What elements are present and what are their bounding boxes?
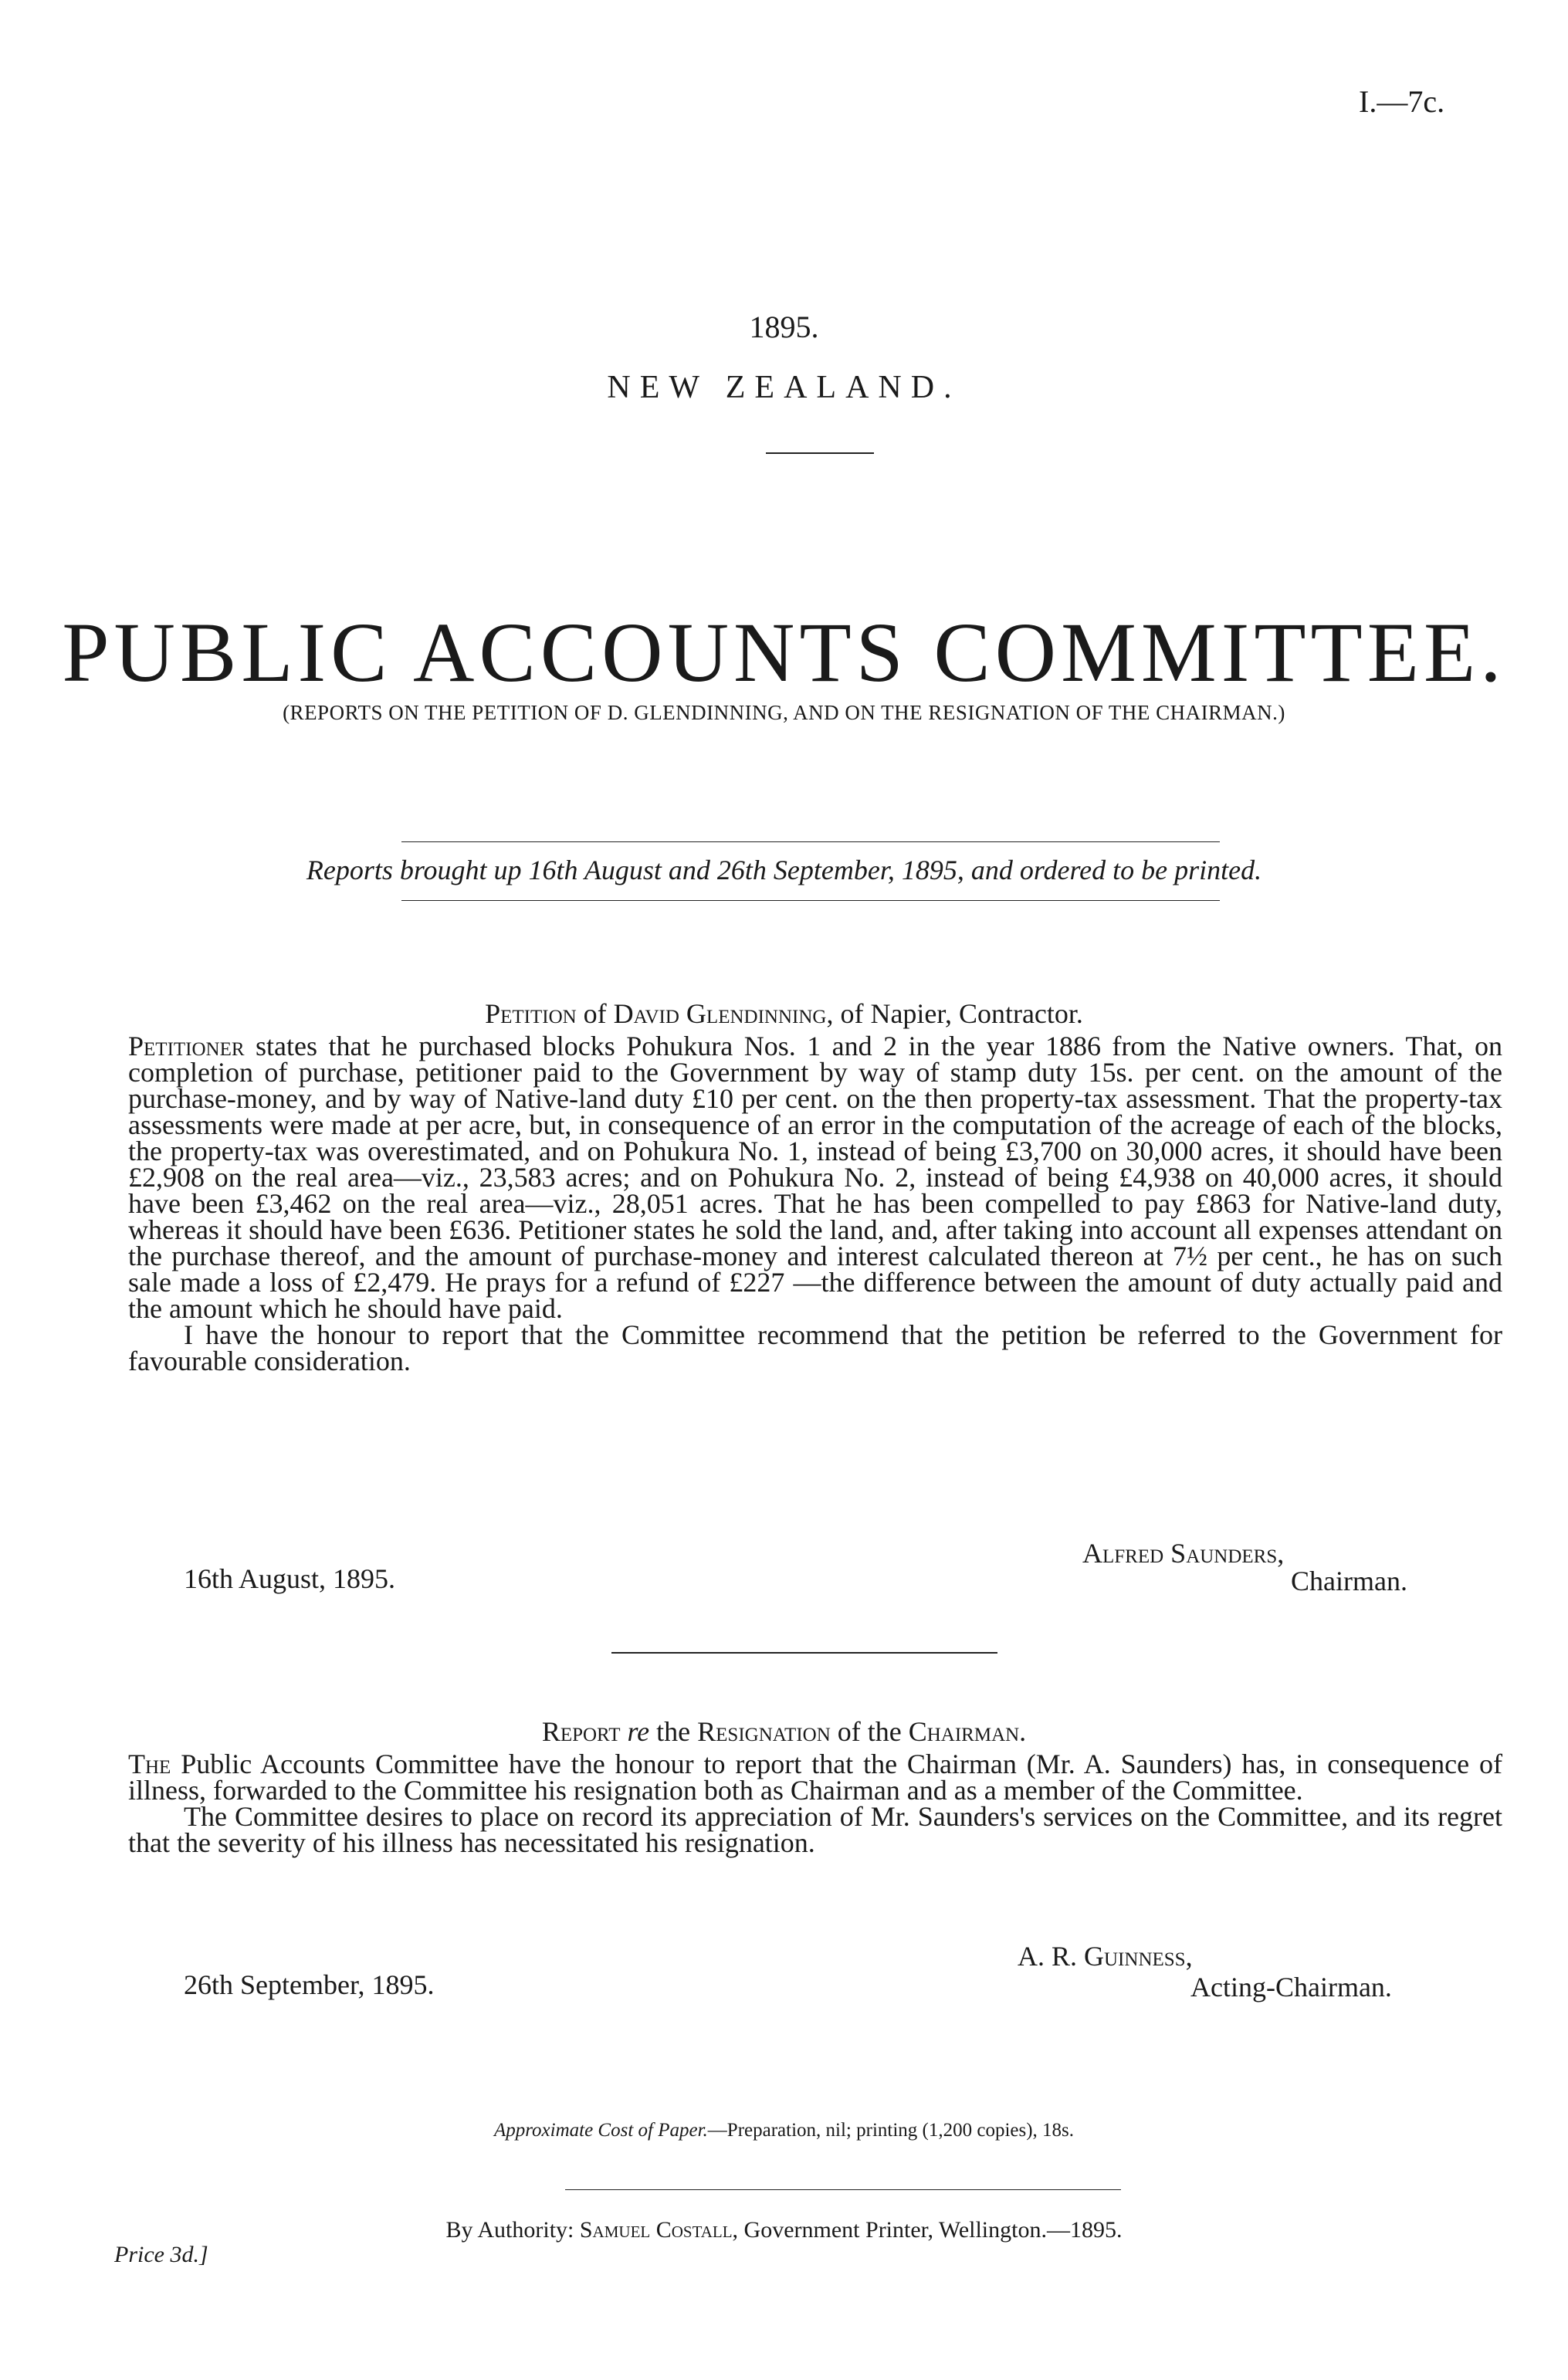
year: 1895. — [749, 310, 819, 344]
petition-heading-prefix: Petition — [485, 998, 577, 1029]
petition-report: I have the honour to report that the Committee recommend that the petition be referred to the Government for favourable consideration. — [128, 1319, 1502, 1376]
reports-line: Reports brought up 16th August and 26th September, 1895, and ordered to be printed. — [306, 855, 1262, 885]
petition-body — [128, 1033, 1502, 1322]
document-subtitle: (REPORTS ON THE PETITION OF D. GLENDINNING, AND ON THE RESIGNATION OF THE CHAIRMAN.) — [283, 701, 1285, 724]
petition-heading-rest: of Napier, Contractor. — [840, 998, 1083, 1029]
authority-line — [0, 2217, 1568, 2243]
resignation-heading-chairman: Chairman. — [908, 1716, 1027, 1747]
resignation-date: 26th September, 1895. — [184, 1969, 435, 2000]
resignation-signatory: A. R. Guinness, — [1018, 1941, 1193, 1972]
petition-heading-of: of — [583, 998, 607, 1029]
petition-lead-word: Petitioner — [128, 1031, 245, 1061]
country-heading: NEW ZEALAND. — [607, 370, 961, 405]
resignation-heading-report: Report — [541, 1716, 621, 1747]
resignation-text — [128, 1751, 1502, 1856]
petition-body-text: states that he purchased blocks Pohukura Nos. 1 and 2 in the year 1886 from the Native owners. That, on completion of purchase, petitioner paid to the Government by way of stamp duty 15s. per cent. on the amount of the purchase-money, and by way of Native-land duty £10 per cent. on the then property-tax assessment. That the property-tax assessments were made at per acre, but, in consequence of an error in the computation of the acreage of each of the blocks, the property-tax was overestimated, and on Pohukura No. 1, instead of being £3,700 on 30,000 acres, it should have been £2,908 on the real area—viz., 23,583 acres; and on Pohukura No. 2, instead of being £4,938 on 40,000 acres, it should have been £3,462 on the real area—viz., 28,051 acres. That he has been compelled to pay £863 for Native-land duty, whereas it should have been £636. Petitioner states he sold the land, and, after taking into account all expenses attendant on the purchase thereof, and the amount of purchase-money and interest calculated thereon at 7½ per cent., he has on such sale made a loss of £2,479. He prays for a refund of £227 —the difference between the amount of duty actually paid and the amount which he should have paid. — [128, 1031, 1502, 1324]
header-divider — [766, 452, 874, 454]
resignation-heading-of-the: of the — [837, 1716, 902, 1747]
reports-line-rule-bottom — [401, 900, 1220, 901]
authority-rest: Government Printer, Wellington.—1895. — [743, 2217, 1123, 2243]
authority-prefix: By Authority: — [445, 2217, 574, 2243]
resignation-heading-re: re — [627, 1716, 650, 1747]
price-note: Price 3d.] — [114, 2242, 208, 2267]
resignation-body-2: The Committee desires to place on record its appreciation of Mr. Saunders's services on the Committee, and its regret that the severity of his illness has necessitated his resignation. — [128, 1801, 1502, 1858]
resignation-heading-the: the — [656, 1716, 691, 1747]
cost-note — [0, 2120, 1568, 2141]
cost-label: Approximate Cost of Paper. — [493, 2120, 708, 2141]
petition-heading — [0, 997, 1568, 1030]
petition-date: 16th August, 1895. — [184, 1563, 396, 1594]
document-title: PUBLIC ACCOUNTS COMMITTEE. — [62, 605, 1506, 699]
section-divider — [611, 1652, 997, 1654]
reports-line-rule-top — [401, 841, 1220, 842]
paper-reference: I.—7c. — [1359, 84, 1445, 119]
resignation-body-1 — [128, 1749, 1502, 1806]
resignation-lead-word: The — [128, 1749, 171, 1779]
petition-heading-name: David Glendinning, — [613, 998, 834, 1029]
resignation-body-1-text: Public Accounts Committee have the honour to report that the Chairman (Mr. A. Saunders) has, in consequence of illness, forwarded to the Committee his resignation both as Chairman and as a member of the Committee. — [128, 1749, 1502, 1806]
petition-signatory: Alfred Saunders, — [1082, 1538, 1285, 1569]
resignation-signatory-role: Acting-Chairman. — [1190, 1972, 1392, 2003]
petition-text — [128, 1033, 1502, 1374]
petition-signatory-role: Chairman. — [1291, 1566, 1407, 1596]
resignation-heading — [0, 1715, 1568, 1748]
printer-name: Samuel Costall, — [579, 2217, 739, 2243]
cost-text: —Preparation, nil; printing (1,200 copies), 18s. — [707, 2120, 1075, 2141]
footer-rule — [565, 2189, 1121, 2190]
resignation-heading-resignation: Resignation — [697, 1716, 831, 1747]
